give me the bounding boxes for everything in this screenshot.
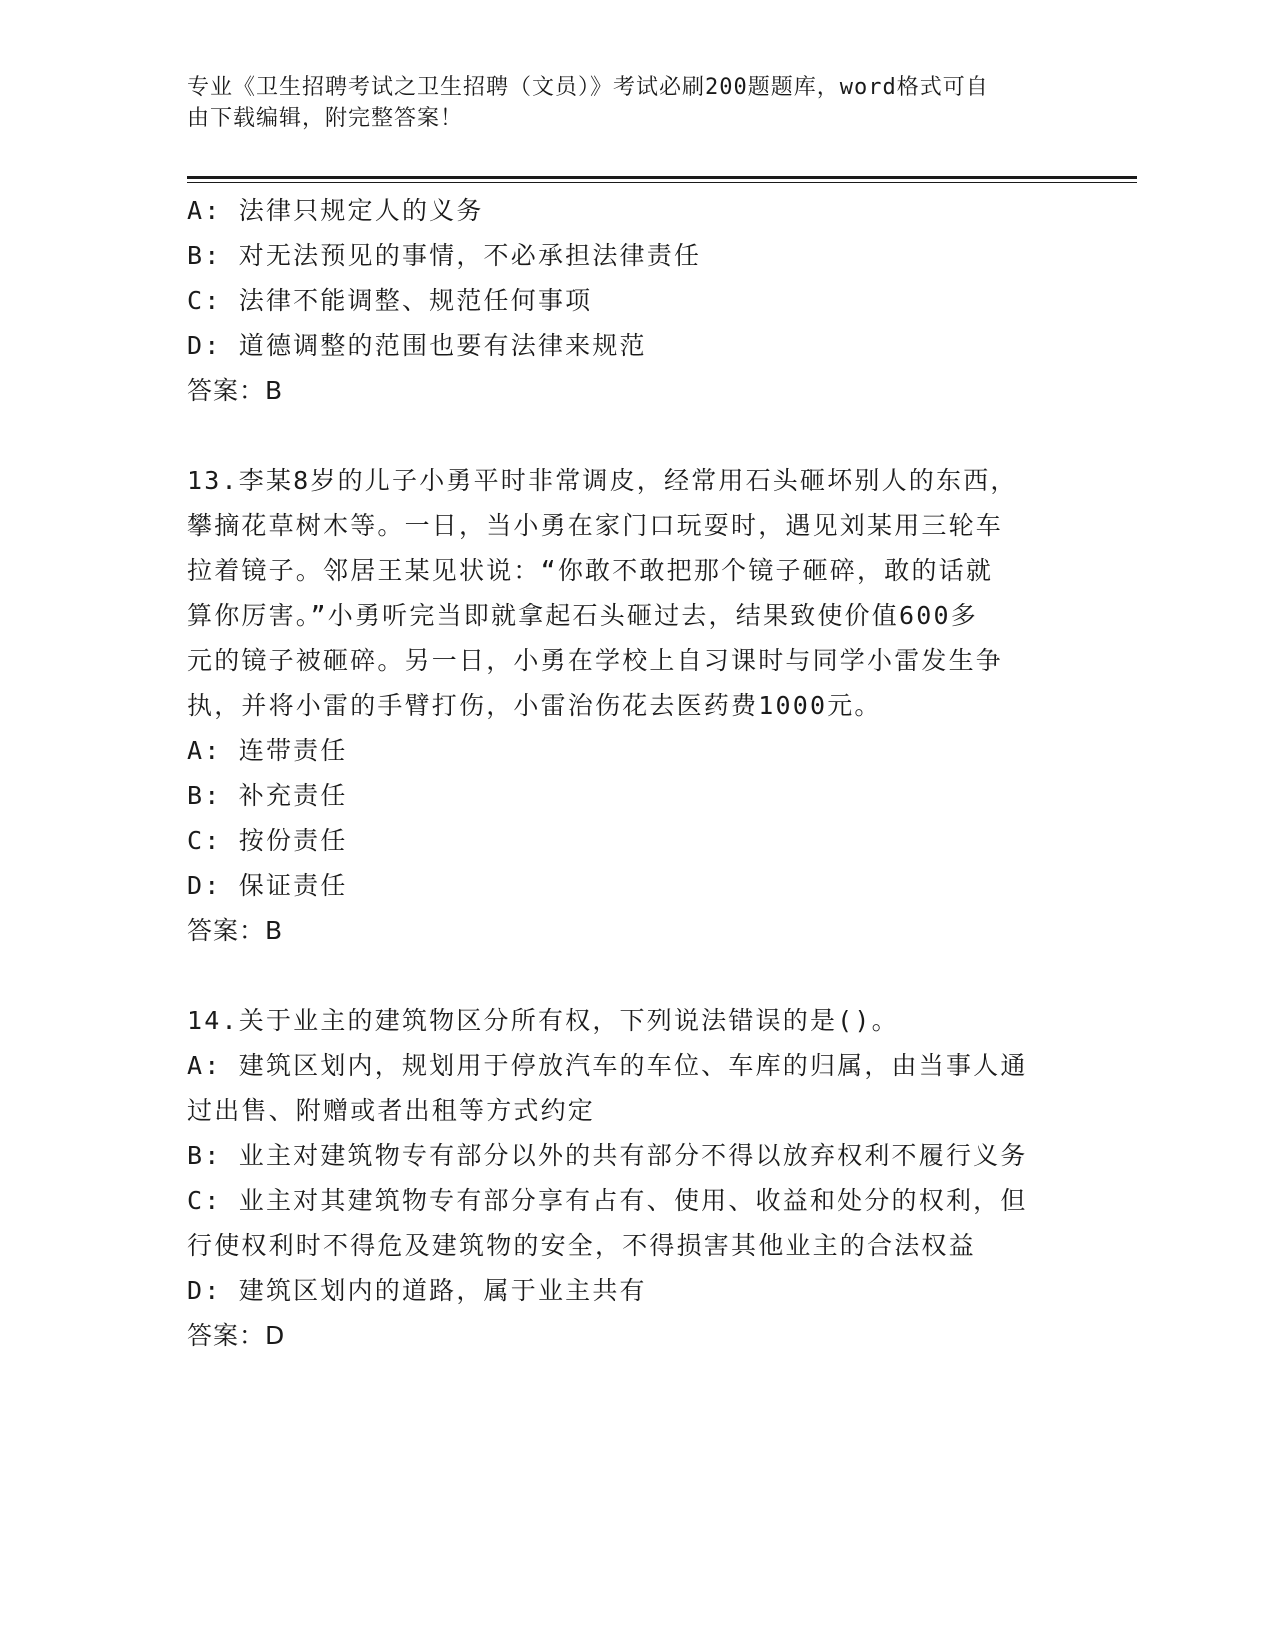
question-stem: 14.关于业主的建筑物区分所有权，下列说法错误的是()。 [187,1006,899,1035]
option-d: D: 道德调整的范围也要有法律来规范 [187,331,647,360]
spacer [187,953,1077,998]
option-c-line: C: 业主对其建筑物专有部分享有占有、使用、收益和处分的权利，但 [187,1186,1028,1215]
option-d: D: 建筑区划内的道路，属于业主共有 [187,1276,647,1305]
answer: 答案：B [187,916,284,945]
option-a: A: 连带责任 [187,736,348,765]
document-header [187,72,1067,134]
question-stem-line: 拉着镜子。邻居王某见状说：“你敢不敢把那个镜子砸碎，敢的话就 [187,556,994,585]
header-rule-thick [187,176,1137,179]
question-stem-line: 13.李某8岁的儿子小勇平时非常调皮，经常用石头砸坏别人的东西， [187,466,1018,495]
option-b: B: 业主对建筑物专有部分以外的共有部分不得以放弃权利不履行义务 [187,1141,1028,1170]
question-stem-line: 执，并将小雷的手臂打伤，小雷治伤花去医药费1000元。 [187,691,882,720]
header-rule-thin [187,182,1137,183]
question-12 [187,188,1077,413]
option-a-line: 过出售、附赠或者出租等方式约定 [187,1096,596,1125]
question-stem-line: 攀摘花草树木等。一日，当小勇在家门口玩耍时，遇见刘某用三轮车 [187,511,1004,540]
option-b: B: 补充责任 [187,781,348,810]
header-line-1: 专业《卫生招聘考试之卫生招聘（文员）》考试必刷200题题库，word格式可自 [187,75,989,100]
header-line-2: 由下载编辑，附完整答案！ [187,106,464,131]
question-13 [187,458,1077,953]
option-a-line: A: 建筑区划内，规划用于停放汽车的车位、车库的归属，由当事人通 [187,1051,1028,1080]
option-b: B: 对无法预见的事情，不必承担法律责任 [187,241,702,270]
question-stem-line: 元的镜子被砸碎。另一日，小勇在学校上自习课时与同学小雷发生争 [187,646,1004,675]
question-list [187,188,1077,1358]
question-14 [187,998,1077,1358]
question-stem-line: 算你厉害。”小勇听完当即就拿起石头砸过去，结果致使价值600多 [187,601,978,630]
spacer [187,413,1077,458]
option-c: C: 按份责任 [187,826,348,855]
answer: 答案：D [187,1321,286,1350]
option-d: D: 保证责任 [187,871,348,900]
option-a: A: 法律只规定人的义务 [187,196,484,225]
answer: 答案：B [187,376,284,405]
option-c-line: 行使权利时不得危及建筑物的安全，不得损害其他业主的合法权益 [187,1231,976,1260]
option-c: C: 法律不能调整、规范任何事项 [187,286,593,315]
